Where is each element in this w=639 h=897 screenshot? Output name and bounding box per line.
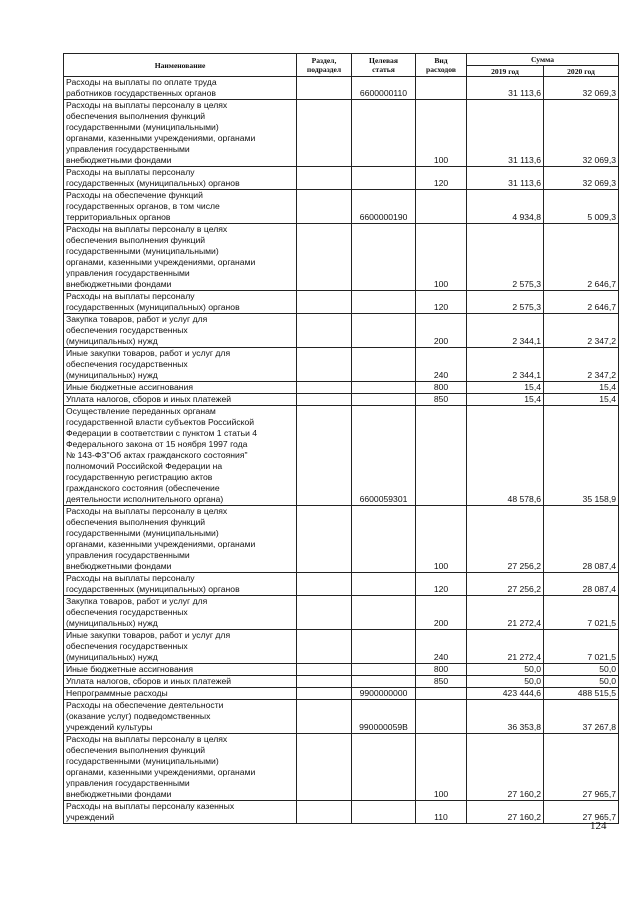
row-target [352,291,416,314]
row-amount-2020: 488 515,5 [544,688,619,700]
row-amount-2019: 50,0 [467,664,544,676]
row-target [352,224,416,291]
row-amount-2019: 27 160,2 [467,801,544,824]
row-target [352,314,416,348]
row-amount-2020: 15,4 [544,382,619,394]
row-amount-2019: 36 353,8 [467,700,544,734]
row-amount-2020: 32 069,3 [544,100,619,167]
table-row [64,382,619,394]
row-amount-2019: 31 113,6 [467,167,544,190]
row-type: 100 [416,224,467,291]
row-amount-2020: 37 267,8 [544,700,619,734]
row-name: Расходы на обеспечение деятельности (оказание услуг) подведомственных учреждений культуры [64,700,297,734]
row-section [297,506,352,573]
row-target [352,573,416,596]
row-amount-2020: 2 646,7 [544,291,619,314]
row-amount-2020: 28 087,4 [544,573,619,596]
table-row [64,676,619,688]
row-amount-2019: 21 272,4 [467,630,544,664]
row-name: Расходы на выплаты персоналу государственных (муниципальных) органов [64,167,297,190]
row-section [297,573,352,596]
table-row [64,100,619,167]
table-row [64,630,619,664]
table-row [64,348,619,382]
row-type [416,190,467,224]
row-section [297,394,352,406]
row-type: 800 [416,664,467,676]
row-target [352,664,416,676]
row-name: Иные закупки товаров, работ и услуг для обеспечения государственных (муниципальных) нужд [64,630,297,664]
row-name: Уплата налогов, сборов и иных платежей [64,394,297,406]
page-number: 124 [590,820,607,832]
header-sum: Сумма [467,54,619,66]
row-amount-2020: 27 965,7 [544,801,619,824]
row-target: 9900000000 [352,688,416,700]
row-section [297,348,352,382]
table-row [64,291,619,314]
row-amount-2020: 2 347,2 [544,348,619,382]
row-name: Расходы на выплаты персоналу в целях обеспечения выполнения функций государственными (муниципальными) органами, казенными учреждениями, органами управления государственными внебюджетными фондами [64,734,297,801]
row-section [297,700,352,734]
row-type [416,406,467,506]
row-amount-2019: 27 256,2 [467,573,544,596]
row-amount-2019: 423 444,6 [467,688,544,700]
row-amount-2019: 2 575,3 [467,224,544,291]
header-name: Наименование [64,54,297,77]
row-amount-2019: 2 575,3 [467,291,544,314]
row-name: Расходы на выплаты персоналу в целях обеспечения выполнения функций государственными (муниципальными) органами, казенными учреждениями, органами управления государственными внебюджетными фондами [64,506,297,573]
row-amount-2019: 4 934,8 [467,190,544,224]
row-section [297,630,352,664]
table-row [64,224,619,291]
row-name: Закупка товаров, работ и услуг для обеспечения государственных (муниципальных) нужд [64,314,297,348]
row-target [352,506,416,573]
row-amount-2020: 7 021,5 [544,630,619,664]
table-row [64,734,619,801]
row-target [352,100,416,167]
table-body [64,77,619,824]
row-amount-2020: 5 009,3 [544,190,619,224]
row-name: Расходы на выплаты персоналу казенных учреждений [64,801,297,824]
header-2019: 2019 год [467,66,544,77]
row-amount-2019: 31 113,6 [467,77,544,100]
row-amount-2019: 27 160,2 [467,734,544,801]
row-target [352,801,416,824]
row-amount-2020: 50,0 [544,676,619,688]
row-section [297,314,352,348]
row-amount-2020: 2 646,7 [544,224,619,291]
row-amount-2019: 31 113,6 [467,100,544,167]
row-target [352,630,416,664]
table-row [64,801,619,824]
row-section [297,596,352,630]
budget-table [63,53,619,824]
row-amount-2020: 32 069,3 [544,167,619,190]
row-amount-2020: 27 965,7 [544,734,619,801]
budget-table-sheet [63,53,618,824]
row-type: 120 [416,291,467,314]
row-type: 110 [416,801,467,824]
header-2020: 2020 год [544,66,619,77]
row-target [352,348,416,382]
row-name: Осуществление переданных органам государственной власти субъектов Российской Федерации в соответствии с пунктом 1 статьи 4 Федерального закона от 15 ноября 1997 года № 143-ФЗ"Об актах гражданского состояния" полномочий Российской Федерации на государственную регистрацию актов гражданского состояния (обеспечение деятельности исполнительного органа) [64,406,297,506]
table-row [64,406,619,506]
table-row [64,394,619,406]
row-name: Расходы на выплаты персоналу государственных (муниципальных) органов [64,573,297,596]
row-name: Иные бюджетные ассигнования [64,664,297,676]
row-type: 240 [416,630,467,664]
header-target: Целевая статья [352,54,416,77]
table-row [64,190,619,224]
row-section [297,801,352,824]
row-amount-2020: 28 087,4 [544,506,619,573]
row-type: 800 [416,382,467,394]
row-type: 100 [416,506,467,573]
row-name: Иные закупки товаров, работ и услуг для обеспечения государственных (муниципальных) нужд [64,348,297,382]
row-section [297,676,352,688]
table-row [64,688,619,700]
row-section [297,167,352,190]
row-target: 990000059В [352,700,416,734]
row-type: 120 [416,167,467,190]
row-amount-2020: 35 158,9 [544,406,619,506]
row-target [352,734,416,801]
row-amount-2019: 21 272,4 [467,596,544,630]
row-section [297,734,352,801]
row-target: 6600000110 [352,77,416,100]
row-section [297,688,352,700]
row-amount-2019: 15,4 [467,382,544,394]
row-section [297,291,352,314]
row-amount-2020: 15,4 [544,394,619,406]
table-row [64,77,619,100]
row-type: 240 [416,348,467,382]
row-type: 850 [416,676,467,688]
row-name: Расходы на выплаты персоналу государственных (муниципальных) органов [64,291,297,314]
row-name: Уплата налогов, сборов и иных платежей [64,676,297,688]
row-name: Расходы на выплаты персоналу в целях обеспечения выполнения функций государственными (муниципальными) органами, казенными учреждениями, органами управления государственными внебюджетными фондами [64,224,297,291]
table-row [64,167,619,190]
row-amount-2020: 50,0 [544,664,619,676]
row-amount-2019: 27 256,2 [467,506,544,573]
row-section [297,100,352,167]
row-target [352,596,416,630]
row-section [297,406,352,506]
row-amount-2019: 15,4 [467,394,544,406]
table-row [64,664,619,676]
row-type: 120 [416,573,467,596]
row-type: 200 [416,596,467,630]
row-section [297,224,352,291]
row-type [416,700,467,734]
row-section [297,382,352,394]
row-section [297,190,352,224]
table-row [64,596,619,630]
row-target: 6600000190 [352,190,416,224]
table-row [64,314,619,348]
row-amount-2019: 2 344,1 [467,314,544,348]
row-type: 200 [416,314,467,348]
row-type: 100 [416,734,467,801]
row-name: Расходы на выплаты по оплате труда работников государственных органов [64,77,297,100]
row-amount-2019: 2 344,1 [467,348,544,382]
row-amount-2020: 32 069,3 [544,77,619,100]
row-target [352,167,416,190]
row-section [297,77,352,100]
row-name: Непрограммные расходы [64,688,297,700]
row-amount-2020: 7 021,5 [544,596,619,630]
row-type: 100 [416,100,467,167]
table-row [64,506,619,573]
row-target [352,382,416,394]
header-type: Вид расходов [416,54,467,77]
row-target [352,676,416,688]
row-amount-2020: 2 347,2 [544,314,619,348]
row-target: 6600059301 [352,406,416,506]
table-row [64,700,619,734]
row-name: Закупка товаров, работ и услуг для обеспечения государственных (муниципальных) нужд [64,596,297,630]
row-type [416,77,467,100]
row-amount-2019: 48 578,6 [467,406,544,506]
table-row [64,573,619,596]
row-amount-2019: 50,0 [467,676,544,688]
row-name: Иные бюджетные ассигнования [64,382,297,394]
row-name: Расходы на обеспечение функций государственных органов, в том числе территориальных органов [64,190,297,224]
row-section [297,664,352,676]
row-type: 850 [416,394,467,406]
row-target [352,394,416,406]
row-type [416,688,467,700]
row-name: Расходы на выплаты персоналу в целях обеспечения выполнения функций государственными (муниципальными) органами, казенными учреждениями, органами управления государственными внебюджетными фондами [64,100,297,167]
header-section: Раздел, подраздел [297,54,352,77]
